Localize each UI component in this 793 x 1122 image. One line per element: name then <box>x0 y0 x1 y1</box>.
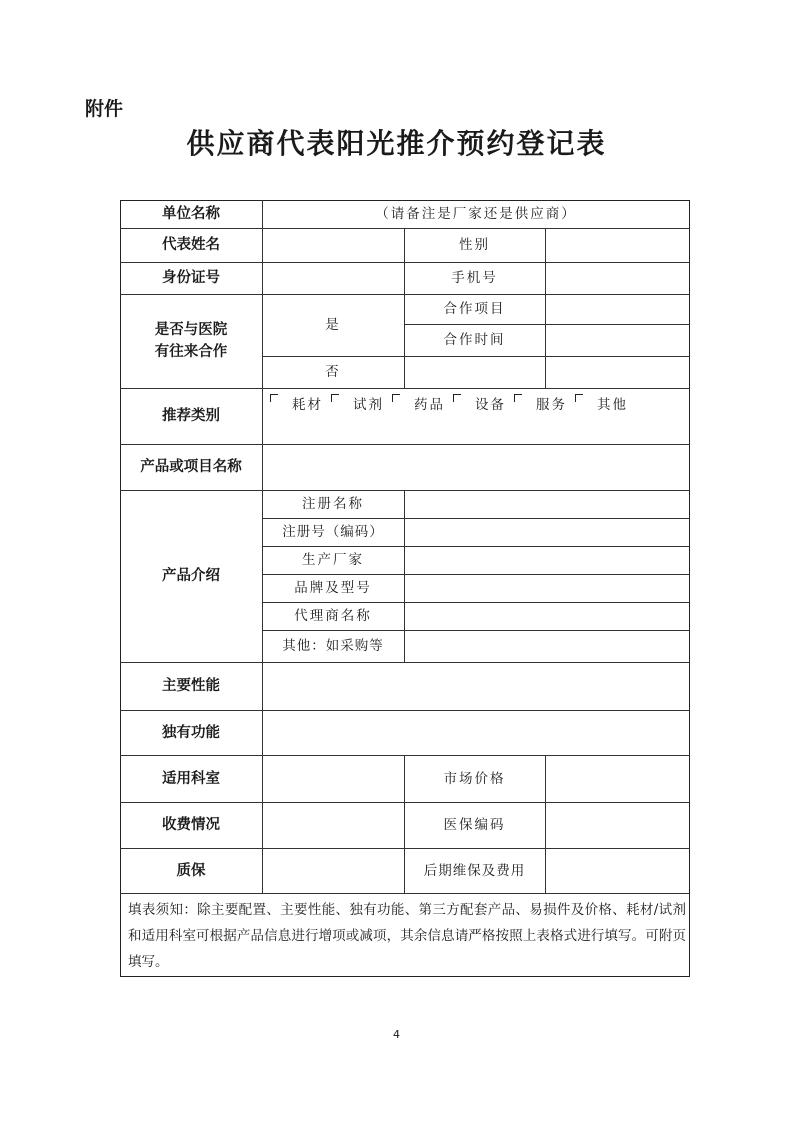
rep-name-label: 代表姓名 <box>162 237 220 253</box>
category-reagents[interactable]: 试剂 <box>323 397 384 413</box>
gender-field[interactable] <box>545 228 690 262</box>
market-price-field[interactable] <box>545 755 690 802</box>
unique-function-label: 独有功能 <box>162 724 220 741</box>
department-label: 适用科室 <box>162 770 220 787</box>
fee-field[interactable] <box>262 802 404 848</box>
intro-brand-model-field[interactable] <box>404 574 690 602</box>
unit-name-label: 单位名称 <box>162 206 220 222</box>
cooperation-time-field[interactable] <box>545 324 690 356</box>
gender-label: 性别 <box>459 237 490 253</box>
cooperation-label-line2: 有往来合作 <box>154 344 228 360</box>
intro-other-field[interactable] <box>404 630 690 662</box>
cooperation-label-line1: 是否与医院 <box>154 322 228 338</box>
performance-field[interactable] <box>262 662 690 710</box>
intro-brand-model-label: 品牌及型号 <box>294 580 372 596</box>
insurance-code-field[interactable] <box>545 802 690 848</box>
product-name-field[interactable] <box>262 444 690 490</box>
performance-label: 主要性能 <box>162 678 220 694</box>
attachment-label: 附件 <box>85 98 124 120</box>
checkbox-icon[interactable] <box>270 394 278 402</box>
checkbox-icon[interactable] <box>575 394 583 402</box>
insurance-code-label: 医保编码 <box>443 817 506 833</box>
maintenance-label: 后期维保及费用 <box>423 862 526 879</box>
row-line <box>120 893 690 894</box>
id-number-label: 身份证号 <box>162 270 220 286</box>
category-other[interactable]: 其他 <box>567 397 628 413</box>
warranty-label: 质保 <box>176 862 206 879</box>
cooperation-time-label: 合作时间 <box>443 332 506 348</box>
intro-registration-name-label: 注册名称 <box>302 496 364 512</box>
intro-manufacturer-field[interactable] <box>404 546 690 574</box>
page-number: 4 <box>393 1028 400 1041</box>
warranty-field[interactable] <box>262 848 404 893</box>
cooperation-no-option[interactable]: 否 <box>325 364 341 380</box>
checkbox-icon[interactable] <box>392 394 400 402</box>
project-field[interactable] <box>545 294 690 324</box>
rep-name-field[interactable] <box>262 228 404 262</box>
category-options <box>262 392 682 418</box>
unit-name-field[interactable]: （请备注是厂家还是供应商） <box>375 206 577 222</box>
category-equipment[interactable]: 设备 <box>445 397 506 413</box>
category-label: 推荐类别 <box>162 408 220 424</box>
cooperation-label <box>120 294 262 388</box>
product-intro-label: 产品介绍 <box>162 568 220 584</box>
cooperation-yes-option[interactable]: 是 <box>325 317 341 333</box>
phone-field[interactable] <box>545 262 690 294</box>
intro-registration-name-field[interactable] <box>404 490 690 518</box>
checkbox-icon[interactable] <box>514 394 522 402</box>
intro-registration-number-field[interactable] <box>404 518 690 546</box>
filling-instructions: 填表须知：除主要配置、主要性能、独有功能、第三方配套产品、易损件及价格、耗材/试剂和适用科室可根据产品信息进行增项或减项，其余信息请严格按照上表格式进行填写。可附页填写。 <box>128 902 686 970</box>
checkbox-icon[interactable] <box>453 394 461 402</box>
maintenance-field[interactable] <box>545 848 690 893</box>
category-drugs[interactable]: 药品 <box>384 397 445 413</box>
product-name-label: 产品或项目名称 <box>140 459 242 475</box>
category-consumables[interactable]: 耗材 <box>262 397 323 413</box>
id-number-field[interactable] <box>262 262 404 294</box>
intro-agent-name-field[interactable] <box>404 602 690 630</box>
category-services[interactable]: 服务 <box>506 397 567 413</box>
department-field[interactable] <box>262 755 404 802</box>
intro-manufacturer-label: 生产厂家 <box>302 552 364 568</box>
checkbox-icon[interactable] <box>331 394 339 402</box>
form-title: 供应商代表阳光推介预约登记表 <box>186 127 607 160</box>
intro-other-label: 其他：如采购等 <box>282 638 384 654</box>
market-price-label: 市场价格 <box>443 770 506 787</box>
intro-agent-name-label: 代理商名称 <box>294 608 372 624</box>
project-label: 合作项目 <box>443 301 506 317</box>
intro-registration-number-label: 注册号（编码） <box>282 524 384 540</box>
phone-label: 手机号 <box>451 270 498 286</box>
unique-function-field[interactable] <box>262 710 690 755</box>
fee-label: 收费情况 <box>162 817 220 833</box>
